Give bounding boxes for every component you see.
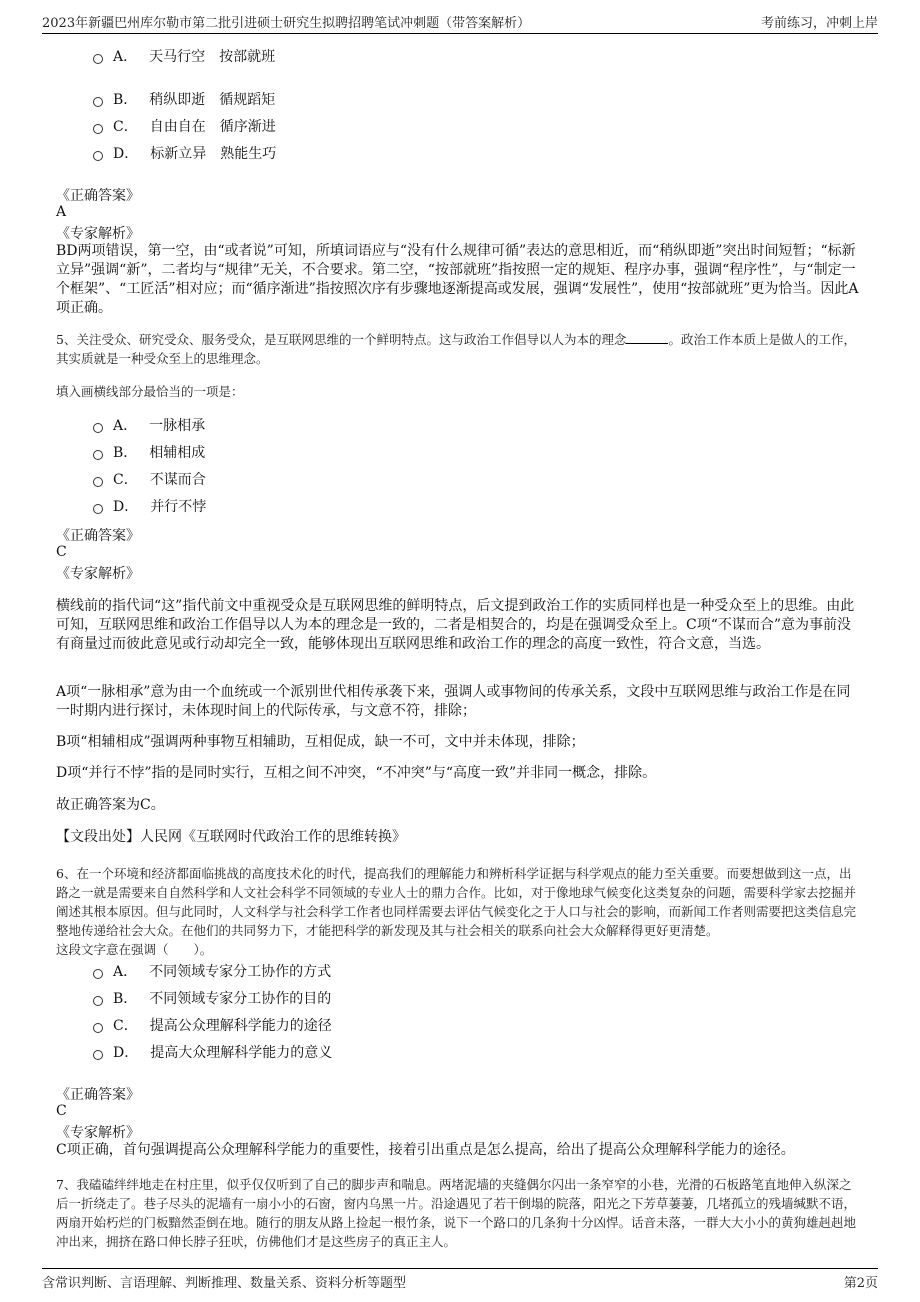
- radio-icon: [93, 124, 103, 134]
- radio-icon: [93, 1023, 103, 1033]
- q5-analysis-p1: 横线前的指代词“这”指代前文中重视受众是互联网思维的鲜明特点，后文提到政治工作的实质同样也是一种受众至上的思维。由此可知，互联网思维和政治工作倡导以人为本的理念是一致的，二者是相契合的，均是在强调受众至上。C项“不谋而合”意为事前没有商量过而彼此意见或行动却完全一致，能够体现出互联网思维和政治工作的理念的高度一致性，符合文意，当选。: [56, 598, 855, 652]
- footer-divider: [42, 1268, 878, 1269]
- q6-analysis: C项正确，首句强调提高公众理解科学能力的重要性，接着引出重点是怎么提高，给出了提高公众理解科学能力的途径。: [56, 1142, 795, 1158]
- q6-answer: C: [56, 1103, 67, 1119]
- q4-option-b[interactable]: B． 稍纵即逝 循规蹈矩: [93, 89, 275, 109]
- q6-option-d[interactable]: D． 提高大众理解科学能力的意义: [93, 1042, 332, 1062]
- q5-analysis-p5: 故正确答案为C。: [56, 797, 165, 813]
- q5-option-b[interactable]: B． 相辅相成: [93, 442, 205, 462]
- q5-analysis-p4: D项“并行不悖”指的是同时实行，互相之间不冲突，“不冲突”与“高度一致”并非同一概念，排除。: [56, 765, 657, 781]
- radio-icon: [93, 504, 103, 514]
- q6-answer-tag: 《正确答案》: [56, 1087, 140, 1103]
- q5-analysis-p2: A项“一脉相承”意为由一个血统或一个派别世代相传承袭下来，强调人或事物间的传承关系，文段中互联网思维与政治工作是在同一时期内进行探讨，未体现时间上的代际传承，与文意不符，排除；: [56, 684, 851, 719]
- q5-option-c[interactable]: C． 不谋而合: [93, 469, 206, 489]
- q6-option-a[interactable]: A． 不同领域专家分工协作的方式: [93, 961, 331, 981]
- q6-stem: 6、在一个环境和经济都面临挑战的高度技术化的时代，提高我们的理解能力和辨析科学证据与科学观点的能力至关重要。而要想做到这一点，出路之一就是需要来自自然科学和人文社会科学不同领域的专业人士的鼎力合作。比如，对于像地球气候变化这类复杂的问题，需要科学家去挖掘并阐述其根本原因。但与此同时，人文科学与社会科学工作者也同样需要去评估气候变化之于人口与社会的影响，而新闻工作者则需要把这类信息完整地传递给社会大众。在他们的共同努力下，才能把科学的新发现及其与社会相关的联系向社会大众解释得更好更清楚。: [56, 866, 857, 938]
- q4-analysis: BD两项错误，第一空，由“或者说”可知，所填词语应与“没有什么规律可循”表达的意思相近，而“稍纵即逝”突出时间短暂；“标新立异”强调“新”，二者均与“规律”无关，不合要求。第二空，“按部就班”指按照一定的规矩、程序办事，强调“程序性”，与“制定一个框架”、“工匠活”相对应；而“循序渐进”指按照次序有步骤地逐渐提高或发展，强调“发展性”，使用“按部就班”更为恰当。因此A项正确。: [56, 243, 859, 316]
- q4-analysis-tag: 《专家解析》: [56, 226, 140, 242]
- q5-analysis-tag: 《专家解析》: [56, 566, 140, 582]
- radio-icon: [93, 969, 103, 979]
- radio-icon: [93, 151, 103, 161]
- q5-source: 【文段出处】人民网《互联网时代政治工作的思维转换》: [56, 829, 406, 845]
- q5-answer-tag: 《正确答案》: [56, 528, 140, 544]
- page-number: 第2页: [843, 1276, 878, 1291]
- header-divider: [42, 33, 878, 34]
- q4-option-a[interactable]: A． 天马行空 按部就班: [93, 46, 275, 66]
- q5-stem: 5、关注受众、研究受众、服务受众，是互联网思维的一个鲜明特点。这与政治工作倡导以人为本的理念 。政治工作本质上是做人的工作，其实质就是一种受众至上的思维理念。: [56, 332, 856, 366]
- q5-analysis-p3: B项“相辅相成”强调两种事物互相辅助，互相促成，缺一不可，文中并未体现，排除；: [56, 734, 585, 750]
- q4-answer: A: [56, 204, 67, 220]
- q5-prompt: 填入画横线部分最恰当的一项是：: [56, 384, 244, 399]
- q7-stem: 7、我磕磕绊绊地走在村庄里，似乎仅仅听到了自己的脚步声和喘息。两堵泥墙的夹缝偶尔闪出一条窄窄的小巷，光滑的石板路笔直地伸入纵深之后一折绕走了。巷子尽头的泥墙有一扇小小的石窗，窗内乌黑一片。沿途遇见了若干倒塌的院落，阳光之下芳草萋萋，几堵孤立的残墙缄默不语，两扇开始朽烂的门板黯然歪倒在地。随行的朋友从路上捡起一根竹条，说下一个路口的几条狗十分凶悍。话音未落，一群大大小小的黄狗雄赳赳地冲出来，拥挤在路口伸长脖子狂吠，仿佛他们才是这些房子的真正主人。: [56, 1177, 857, 1249]
- answer-blank: [626, 331, 668, 344]
- radio-icon: [93, 54, 103, 64]
- q6-option-b[interactable]: B． 不同领域专家分工协作的目的: [93, 988, 331, 1008]
- document-title: 2023年新疆巴州库尔勒市第二批引进硕士研究生拟聘招聘笔试冲刺题（带答案解析）: [42, 16, 531, 31]
- q6-analysis-tag: 《专家解析》: [56, 1125, 140, 1141]
- radio-icon: [93, 996, 103, 1006]
- footer-note: 含常识判断、言语理解、判断推理、数量关系、资料分析等题型: [42, 1276, 407, 1291]
- q6-prompt: 这段文字意在强调（ ）。: [56, 942, 213, 957]
- q4-option-c[interactable]: C． 自由自在 循序渐进: [93, 116, 276, 136]
- q4-option-d[interactable]: D． 标新立异 熟能生巧: [93, 143, 276, 163]
- radio-icon: [93, 423, 103, 433]
- radio-icon: [93, 1050, 103, 1060]
- q5-answer: C: [56, 544, 67, 560]
- q5-option-a[interactable]: A． 一脉相承: [93, 415, 205, 435]
- radio-icon: [93, 477, 103, 487]
- q4-answer-tag: 《正确答案》: [56, 188, 140, 204]
- header-slogan: 考前练习，冲刺上岸: [760, 16, 878, 31]
- radio-icon: [93, 450, 103, 460]
- q5-option-d[interactable]: D． 并行不悖: [93, 496, 206, 516]
- radio-icon: [93, 97, 103, 107]
- q6-option-c[interactable]: C． 提高公众理解科学能力的途径: [93, 1015, 332, 1035]
